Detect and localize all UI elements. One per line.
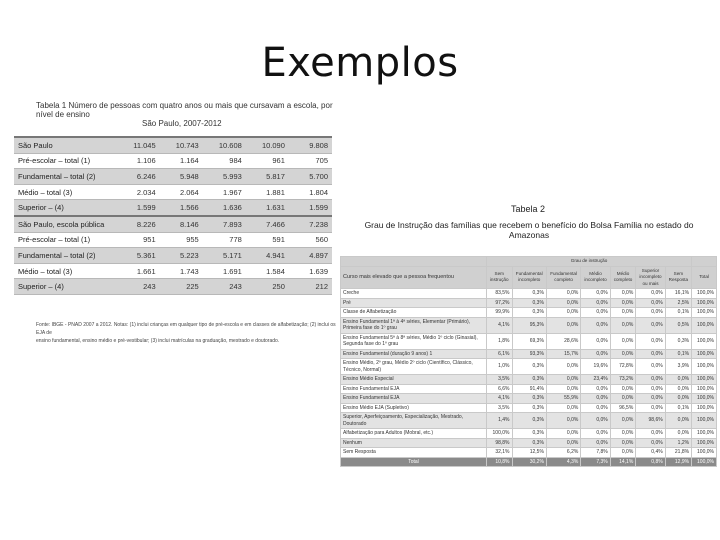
table-cell: 30,2% [512,457,546,467]
table-row [341,429,717,439]
table-cell: 1.599 [117,200,160,216]
column-header: Fundamental incompleto [512,266,546,289]
table-cell: 1.584 [246,263,289,279]
table-cell: 0,5% [665,317,691,333]
table-cell: 0,0% [546,308,580,318]
table-cell: 1.106 [117,153,160,169]
table-cell: 1.661 [117,263,160,279]
table-cell: 961 [246,153,289,169]
table-cell: 0,0% [636,298,665,308]
table-cell: 100,0% [692,308,717,318]
table-cell: 28,6% [546,333,580,349]
table-cell: 10.608 [203,137,246,153]
table-cell: 951 [117,232,160,248]
row-label: Médio – total (3) [14,263,117,279]
table-cell: 0,0% [546,375,580,385]
group-header: Grau de instrução [486,257,691,267]
table-cell: 32,1% [486,448,512,458]
table-row [341,289,717,299]
table-cell: 99,9% [486,308,512,318]
table-row [341,317,717,333]
table-cell: 0,0% [636,349,665,359]
table-cell: 0,3% [512,438,546,448]
row-label: Ensino Fundamental (duração 9 anos) 1 [341,349,487,359]
table-cell: 0,3% [512,289,546,299]
table-cell: 560 [289,232,332,248]
row-label: Ensino Fundamental 5ª à 8ª séries, Médio 1º ciclo (Ginasial), Segunda fase do 1º grau [341,333,487,349]
table-cell: 0,0% [610,308,636,318]
table-cell: 10.090 [246,137,289,153]
table-cell: 0,0% [610,448,636,458]
table-row [341,438,717,448]
table-cell: 0,0% [546,317,580,333]
row-label: Ensino Médio, 2º grau, Médio 2º ciclo (Científico, Clássico, Técnico, Normal) [341,359,487,375]
table-cell: 7.466 [246,216,289,232]
table-row [14,216,332,232]
table-cell: 250 [246,279,289,295]
table-cell: 0,0% [546,403,580,413]
table-cell: 0,0% [636,375,665,385]
table-row [14,137,332,153]
row-label: Ensino Médio Especial [341,375,487,385]
table-cell: 0,0% [581,384,610,394]
table-cell: 0,3% [512,429,546,439]
table-cell: 0,0% [636,317,665,333]
table1-note-line1: Fonte: IBGE - PNAD 2007 a 2012. Notas: (1) inclui crianças em qualquer tipo de pré-escola e em classes de alfabetização; (2) inclui os EJA de [36,322,336,336]
table1-caption [36,101,336,128]
table-cell: 0,0% [610,298,636,308]
table-cell: 95,3% [512,317,546,333]
table-cell: 100,0% [692,298,717,308]
row-label: Classe de Alfabetização [341,308,487,318]
table-cell: 7,3% [581,457,610,467]
table-cell: 0,0% [665,413,691,429]
table2-subtitle: Grau de Instrução das famílias que recebem o benefício do Bolsa Família no estado do Amazonas [364,220,694,240]
table-row [14,200,332,216]
table-cell: 0,8% [636,457,665,467]
table1 [14,136,332,295]
table-cell: 0,3% [512,308,546,318]
table-cell: 73,2% [610,375,636,385]
header-blank [692,257,717,267]
table-cell: 0,0% [546,429,580,439]
table-cell: 1.599 [289,200,332,216]
row-label: Ensino Fundamental 1ª à 4ª séries, Elementar (Primário), Primeira fase do 1º grau [341,317,487,333]
table1-note-line2: ensino fundamental, ensino médio e pré-vestibular; (3) inclui matrículas na graduação, mestrado e doutorado. [36,338,280,344]
table-row [14,232,332,248]
row-label: Nenhum [341,438,487,448]
table-row [341,349,717,359]
table-cell: 0,0% [636,333,665,349]
table-cell: 100,0% [692,403,717,413]
table-cell: 98,6% [636,413,665,429]
table-cell: 591 [246,232,289,248]
row-label: Ensino Médio EJA (Supletivo) [341,403,487,413]
table-cell: 6,2% [546,448,580,458]
row-label: Superior, Aperfeiçoamento, Especialização, Mestrado, Doutorado [341,413,487,429]
table-cell: 0,3% [512,375,546,385]
table-cell: 0,0% [636,438,665,448]
row-label: Pré-escolar – total (1) [14,153,117,169]
table-cell: 5.817 [246,169,289,185]
table-cell: 0,0% [636,359,665,375]
table-row [14,248,332,264]
row-label: Fundamental – total (2) [14,248,117,264]
table-cell: 0,4% [636,448,665,458]
table-cell: 0,0% [610,289,636,299]
table-cell: 0,0% [581,403,610,413]
row-header: Curso mais elevado que a pessoa frequentou [341,266,487,289]
table-cell: 0,0% [581,317,610,333]
table-cell: 0,0% [546,359,580,375]
table-cell: 100,0% [692,333,717,349]
table-cell: 0,0% [546,289,580,299]
table-cell: 0,0% [581,333,610,349]
table-cell: 1,8% [486,333,512,349]
table-cell: 3,9% [665,359,691,375]
table-cell: 1,0% [486,359,512,375]
table-row [341,375,717,385]
table-row [341,403,717,413]
row-label: Médio – total (3) [14,184,117,200]
row-label: Pré-escolar – total (1) [14,232,117,248]
table-cell: 955 [160,232,203,248]
table-cell: 0,0% [665,384,691,394]
table-cell: 5.361 [117,248,160,264]
table-cell: 0,0% [581,438,610,448]
table-cell: 1.881 [246,184,289,200]
table-row [14,184,332,200]
table-row [341,359,717,375]
table-cell: 0,0% [610,349,636,359]
table-row [341,333,717,349]
header-blank [341,257,487,267]
table-cell: 6,6% [486,384,512,394]
table-cell: 1.631 [246,200,289,216]
table-cell: 4,1% [486,317,512,333]
table-cell: 83,5% [486,289,512,299]
table-cell: 5.171 [203,248,246,264]
table-cell: 0,0% [610,394,636,404]
table-cell: 0,1% [665,403,691,413]
table2-total-row [341,457,717,467]
table-cell: 7.238 [289,216,332,232]
table-cell: 100,0% [692,413,717,429]
table-cell: 0,0% [610,438,636,448]
column-header: Total [692,266,717,289]
table-cell: 0,1% [665,349,691,359]
table2-title: Tabela 2 [510,204,546,214]
table-cell: 16,1% [665,289,691,299]
table1-caption-line2: São Paulo, 2007-2012 [142,119,222,128]
table-cell: 100,0% [692,375,717,385]
table-cell: 2.064 [160,184,203,200]
table-cell: 0,0% [546,413,580,429]
table-cell: 91,4% [512,384,546,394]
table-cell: 0,0% [636,429,665,439]
row-label: Sem Resposta [341,448,487,458]
table-cell: 0,0% [546,298,580,308]
table-cell: 15,7% [546,349,580,359]
row-label: Fundamental – total (2) [14,169,117,185]
table-cell: 4,3% [546,457,580,467]
table-cell: 4,1% [486,394,512,404]
table-cell: 0,0% [546,384,580,394]
table-cell: 0,3% [512,413,546,429]
table-cell: 0,0% [581,349,610,359]
row-label: Pré [341,298,487,308]
table-cell: 0,0% [636,394,665,404]
table-row [341,384,717,394]
table-cell: 23,4% [581,375,610,385]
table-cell: 100,0% [692,349,717,359]
table-cell: 4.941 [246,248,289,264]
table-cell: 69,3% [512,333,546,349]
table-cell: 12,9% [665,457,691,467]
table-cell: 97,2% [486,298,512,308]
table-cell: 0,1% [665,308,691,318]
slide-title: Exemplos [261,40,459,86]
table-cell: 1.691 [203,263,246,279]
table-row [341,394,717,404]
column-header: Sem instrução [486,266,512,289]
table-cell: 0,3% [665,333,691,349]
table-cell: 0,0% [581,394,610,404]
table-cell: 0,0% [636,289,665,299]
table-cell: 0,0% [581,413,610,429]
table2 [340,256,717,467]
table-cell: 0,0% [610,333,636,349]
row-label: Ensino Fundamental EJA [341,384,487,394]
table-cell: 212 [289,279,332,295]
row-label: Superior – (4) [14,279,117,295]
table-cell: 100,0% [486,429,512,439]
table-cell: 225 [160,279,203,295]
table-cell: 5.700 [289,169,332,185]
total-label: Total [341,457,487,467]
table-cell: 100,0% [692,317,717,333]
table-cell: 72,8% [610,359,636,375]
table-cell: 3,5% [486,403,512,413]
column-header: Sem Resposta [665,266,691,289]
table-cell: 0,0% [636,308,665,318]
table-cell: 0,0% [581,308,610,318]
table-cell: 0,0% [546,438,580,448]
table-cell: 6,1% [486,349,512,359]
table-cell: 0,3% [512,298,546,308]
row-label: São Paulo [14,137,117,153]
table-cell: 100,0% [692,429,717,439]
table-cell: 0,3% [512,359,546,375]
column-header: Fundamental completo [546,266,580,289]
table-row [341,308,717,318]
table2-header-row [341,266,717,289]
table1-caption-line1: Tabela 1 Número de pessoas com quatro anos ou mais que cursavam a escola, por nível de ensino [36,101,333,119]
row-label: Creche [341,289,487,299]
table-row [14,169,332,185]
table-cell: 1.743 [160,263,203,279]
table-cell: 1.566 [160,200,203,216]
table-cell: 5.993 [203,169,246,185]
table-cell: 12,5% [512,448,546,458]
table-cell: 21,8% [665,448,691,458]
table-cell: 100,0% [692,384,717,394]
table-cell: 6.246 [117,169,160,185]
table-cell: 0,0% [665,394,691,404]
column-header: Médio incompleto [581,266,610,289]
table-cell: 96,5% [610,403,636,413]
table-cell: 9.808 [289,137,332,153]
table-cell: 100,0% [692,394,717,404]
table-row [341,298,717,308]
table-cell: 0,0% [610,317,636,333]
table-row [341,448,717,458]
table-cell: 19,6% [581,359,610,375]
column-header: Médio completo [610,266,636,289]
table-cell: 0,0% [610,429,636,439]
table-cell: 10,8% [486,457,512,467]
column-header: Superior incompleto ou mais [636,266,665,289]
table-cell: 100,0% [692,289,717,299]
row-label: Superior – (4) [14,200,117,216]
table-cell: 0,0% [581,298,610,308]
table-cell: 2,5% [665,298,691,308]
table-row [14,153,332,169]
table-cell: 1,2% [665,438,691,448]
table-cell: 7.893 [203,216,246,232]
table-cell: 0,0% [636,384,665,394]
table1-source-note [36,321,336,345]
table-cell: 4.897 [289,248,332,264]
table-row [14,279,332,295]
table-cell: 1,4% [486,413,512,429]
table-cell: 0,0% [581,289,610,299]
table-row [341,413,717,429]
table-cell: 0,0% [610,384,636,394]
table-cell: 1.967 [203,184,246,200]
table2-group-header-row [341,257,717,267]
table-cell: 0,3% [512,394,546,404]
table-cell: 2.034 [117,184,160,200]
table-cell: 243 [203,279,246,295]
table-cell: 0,0% [665,429,691,439]
table-cell: 5.223 [160,248,203,264]
table-cell: 1.804 [289,184,332,200]
table-cell: 55,9% [546,394,580,404]
table-cell: 100,0% [692,438,717,448]
row-label: Ensino Fundamental EJA [341,394,487,404]
table-cell: 14,1% [610,457,636,467]
table-cell: 100,0% [692,448,717,458]
row-label: Alfabetização para Adultos (Mobral, etc.) [341,429,487,439]
table-cell: 8.226 [117,216,160,232]
table-cell: 1.636 [203,200,246,216]
table-cell: 0,0% [665,375,691,385]
table-cell: 100,0% [692,457,717,467]
table-cell: 243 [117,279,160,295]
table-cell: 705 [289,153,332,169]
table-cell: 0,0% [636,403,665,413]
table-cell: 7,8% [581,448,610,458]
table-cell: 0,0% [581,429,610,439]
table-cell: 11.045 [117,137,160,153]
table-cell: 3,5% [486,375,512,385]
table-cell: 1.164 [160,153,203,169]
table-cell: 1.639 [289,263,332,279]
table-cell: 5.948 [160,169,203,185]
row-label: São Paulo, escola pública [14,216,117,232]
table-row [14,263,332,279]
table-cell: 98,8% [486,438,512,448]
table-cell: 0,0% [610,413,636,429]
table-cell: 10.743 [160,137,203,153]
table-cell: 778 [203,232,246,248]
table-cell: 100,0% [692,359,717,375]
table-cell: 8.146 [160,216,203,232]
table-cell: 984 [203,153,246,169]
table-cell: 0,3% [512,403,546,413]
table-cell: 93,3% [512,349,546,359]
